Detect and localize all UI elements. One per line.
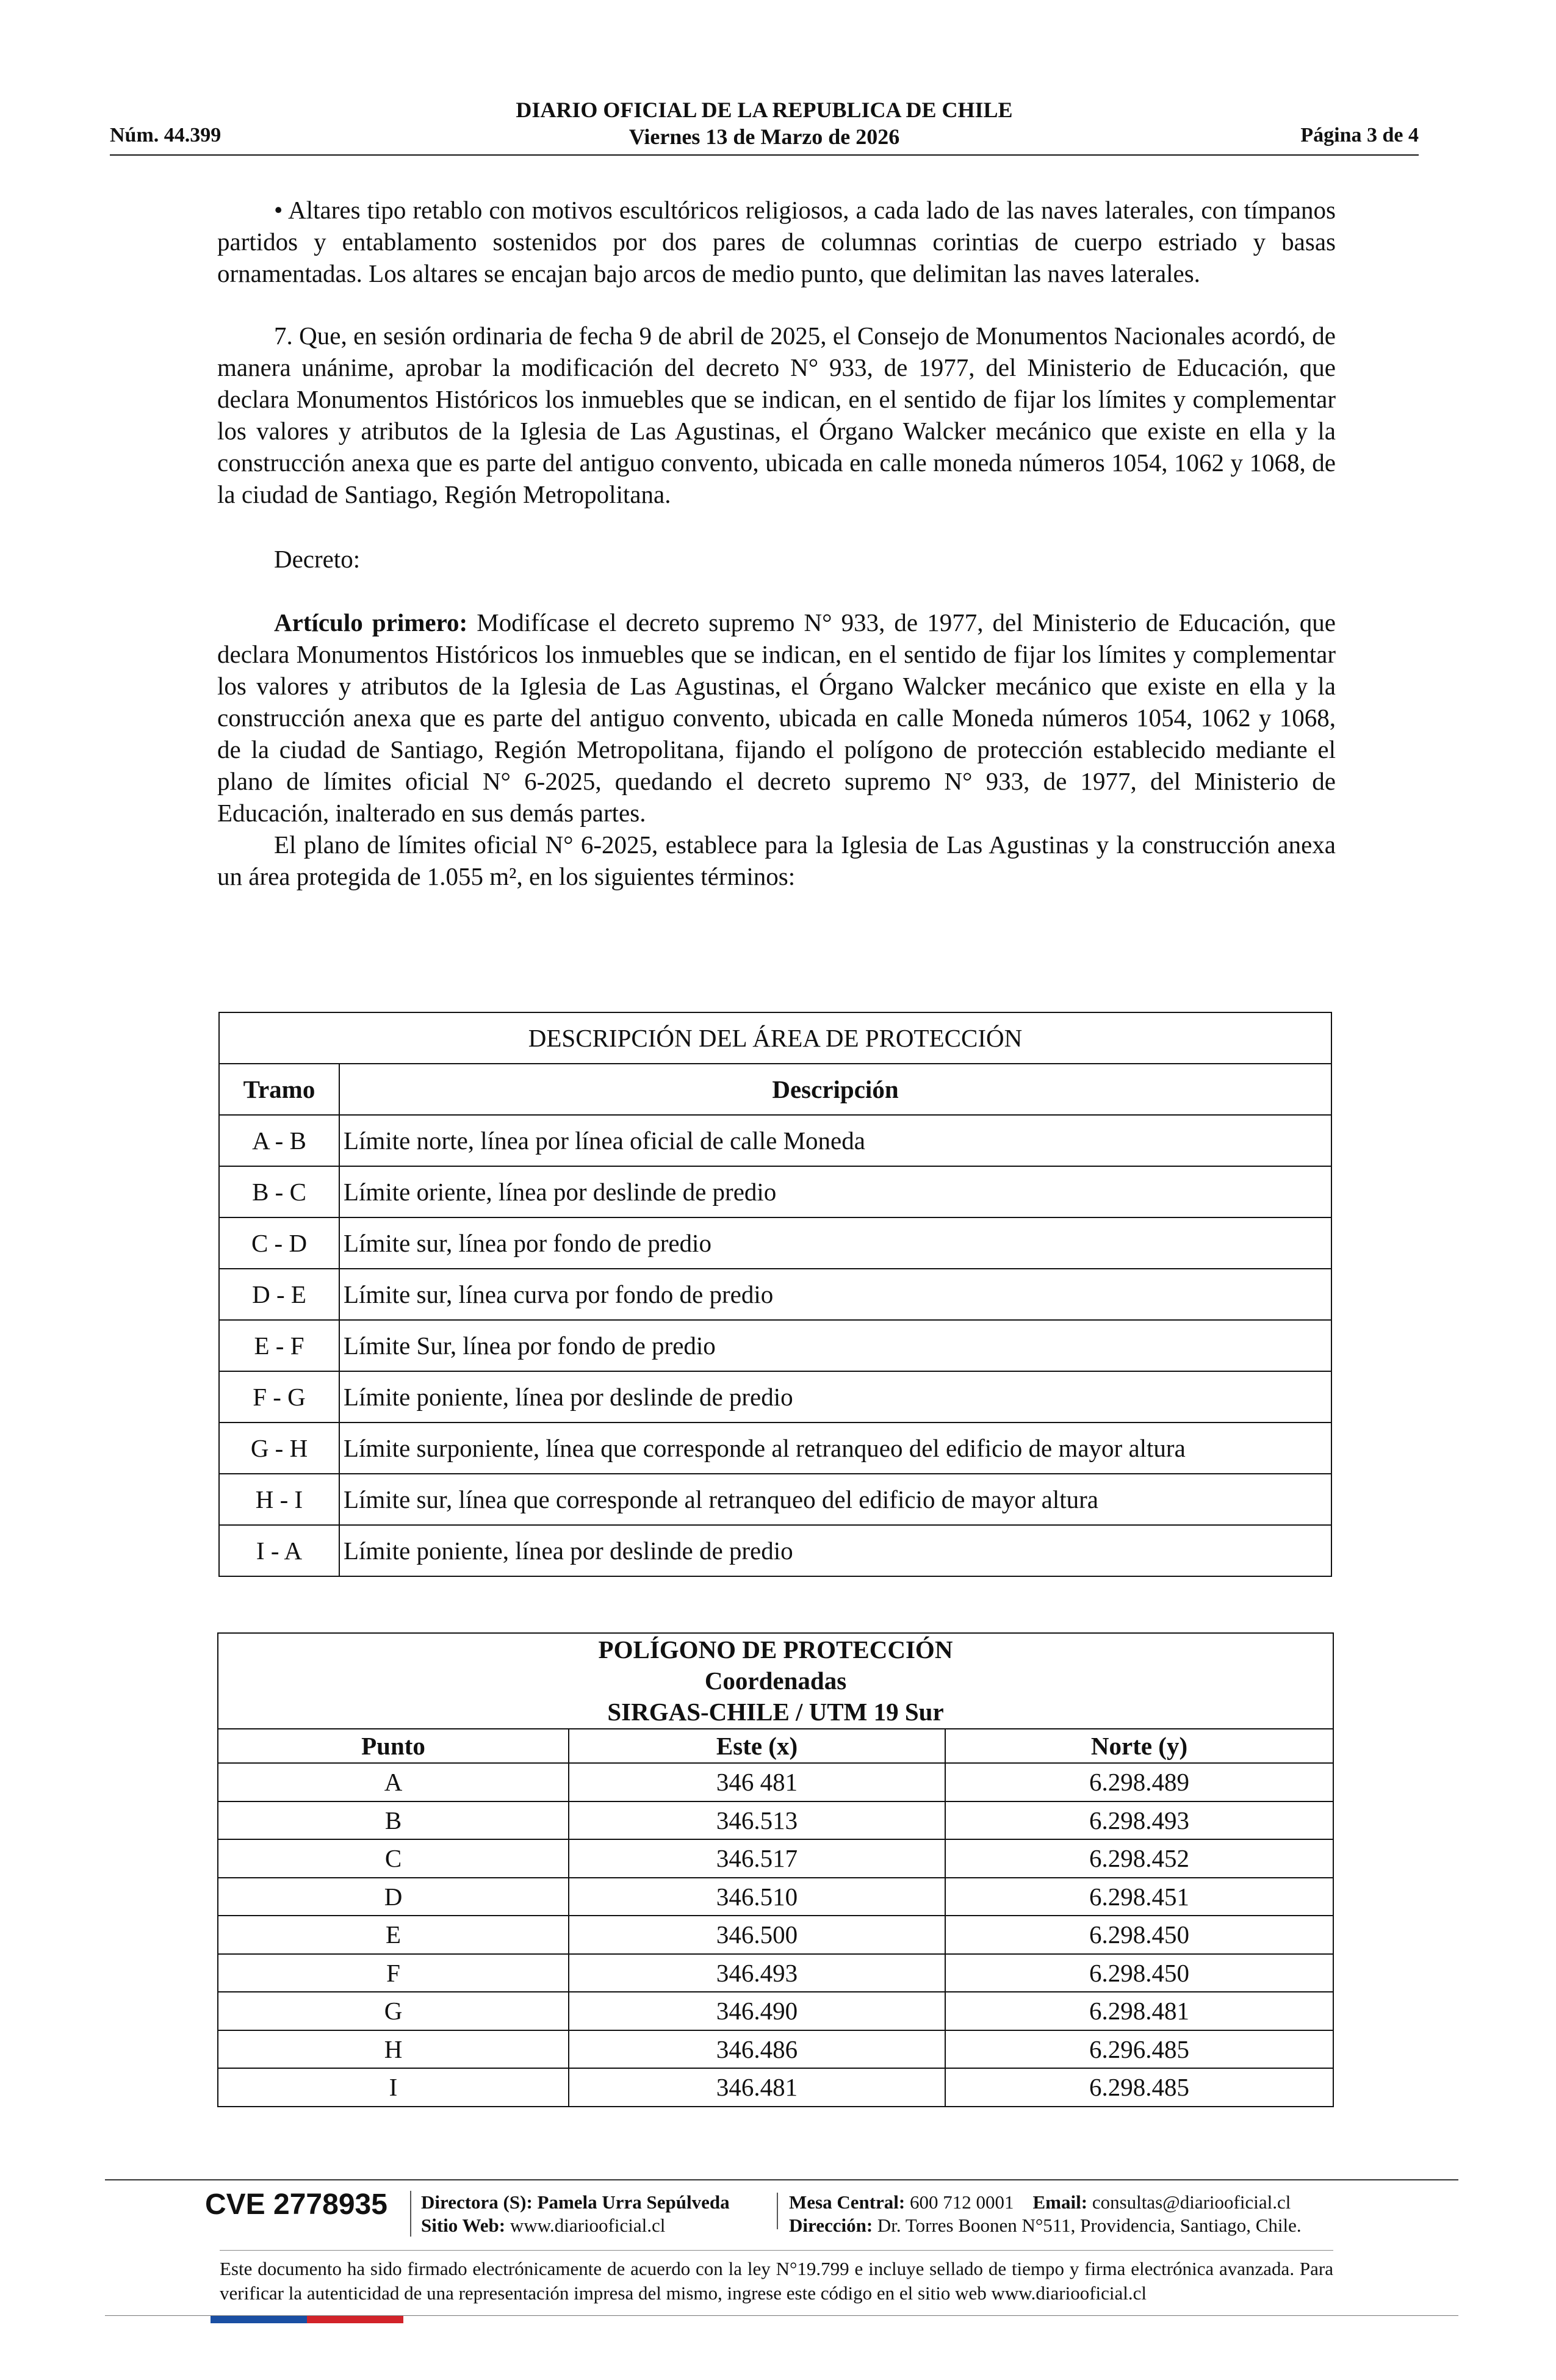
point-cell: H bbox=[218, 2030, 569, 2069]
email-label: Email: bbox=[1032, 2191, 1088, 2213]
directora-name: Pamela Urra Sepúlveda bbox=[537, 2191, 730, 2213]
east-coordinate-cell: 346.513 bbox=[569, 1801, 945, 1840]
table-caption bbox=[218, 1633, 1333, 1729]
point-cell: B bbox=[218, 1801, 569, 1840]
sitio-line bbox=[421, 2214, 730, 2237]
direccion-line bbox=[789, 2214, 1302, 2237]
paragraph-decreto: Decreto: bbox=[274, 545, 361, 573]
description-cell: Límite poniente, línea por deslinde de predio bbox=[339, 1371, 1331, 1423]
protection-area-table bbox=[218, 1012, 1332, 1577]
caption-title: POLÍGONO DE PROTECCIÓN bbox=[598, 1635, 953, 1664]
paragraph-considerando-7: 7. Que, en sesión ordinaria de fecha 9 de abril de 2025, el Consejo de Monumentos Nacionales acordó, de manera unánime, aprobar la modificación del decreto N° 933, de 1977, del Ministerio de Educación, que declara Monumentos Históricos los inmuebles que se indican, en el sentido de fijar los límites y complementar los valores y atributos de la Iglesia de Las Agustinas, el Órgano Walcker mecánico que existe en ella y la construcción anexa que es parte del antiguo convento, ubicada en calle moneda números 1054, 1062 y 1068, de la ciudad de Santiago, Región Metropolitana. bbox=[217, 322, 1336, 508]
footer-separator bbox=[410, 2191, 411, 2237]
tramo-cell: I - A bbox=[219, 1525, 339, 1576]
point-cell: I bbox=[218, 2068, 569, 2107]
tramo-cell: F - G bbox=[219, 1371, 339, 1423]
description-cell: Límite poniente, línea por deslinde de predio bbox=[339, 1525, 1331, 1576]
masthead bbox=[110, 96, 1419, 150]
footer-contact-left bbox=[421, 2191, 730, 2237]
east-coordinate-cell: 346.500 bbox=[569, 1916, 945, 1954]
description-cell: Límite norte, línea por línea oficial de calle Moneda bbox=[339, 1115, 1331, 1166]
tramo-cell: H - I bbox=[219, 1474, 339, 1525]
table-row bbox=[219, 1371, 1331, 1423]
caption-datum: SIRGAS-CHILE / UTM 19 Sur bbox=[607, 1698, 944, 1726]
column-header-tramo: Tramo bbox=[219, 1064, 339, 1115]
east-coordinate-cell: 346 481 bbox=[569, 1763, 945, 1801]
table-row bbox=[218, 1916, 1333, 1954]
table-row bbox=[219, 1474, 1331, 1525]
table-row bbox=[219, 1115, 1331, 1166]
description-cell: Límite surponiente, línea que corresponde al retranqueo del edificio de mayor altura bbox=[339, 1423, 1331, 1474]
page-header bbox=[110, 96, 1419, 156]
column-header-descripcion: Descripción bbox=[339, 1064, 1331, 1115]
mesa-label: Mesa Central: bbox=[789, 2191, 906, 2213]
tramo-cell: A - B bbox=[219, 1115, 339, 1166]
point-cell: C bbox=[218, 1839, 569, 1878]
column-header-norte: Norte (y) bbox=[945, 1729, 1333, 1763]
caption-subtitle: Coordenadas bbox=[704, 1667, 847, 1695]
footer-contact-right bbox=[789, 2191, 1302, 2237]
page-indicator: Página 3 de 4 bbox=[1300, 124, 1419, 146]
paragraph-altares: • Altares tipo retablo con motivos escultóricos religiosos, a cada lado de las naves laterales, con tímpanos partidos y entablamento sostenidos por dos pares de columnas corintias de cuerpo estriado y basas ornamentadas. Los altares se encajan bajo arcos de medio punto, que delimitan las naves laterales. bbox=[217, 196, 1336, 287]
protection-polygon-table bbox=[217, 1632, 1334, 2107]
east-coordinate-cell: 346.486 bbox=[569, 2030, 945, 2069]
table-row bbox=[218, 2068, 1333, 2107]
north-coordinate-cell: 6.298.481 bbox=[945, 1992, 1333, 2030]
article-text: Modifícase el decreto supremo N° 933, de 1977, del Ministerio de Educación, que declara Monumentos Históricos los inmuebles que se indican, en el sentido de fijar los límites y complementar los valores y atributos de la Iglesia de Las Agustinas, el Órgano Walcker mecánico que existe en ella y la construcción anexa que es parte del antiguo convento, ubicada en calle Moneda números 1054, 1062 y 1068, de la ciudad de Santiago, Región Metropolitana, fijando el polígono de protección establecido mediante el plano de límites oficial N° 6-2025, quedando el decreto supremo N° 933, de 1977, del Ministerio de Educación, inalterado en sus demás partes. bbox=[217, 608, 1336, 827]
east-coordinate-cell: 346.493 bbox=[569, 1954, 945, 1992]
issue-date: Viernes 13 de Marzo de 2026 bbox=[629, 124, 900, 149]
east-coordinate-cell: 346.517 bbox=[569, 1839, 945, 1878]
north-coordinate-cell: 6.298.450 bbox=[945, 1954, 1333, 1992]
table-row bbox=[219, 1525, 1331, 1576]
table-row bbox=[219, 1269, 1331, 1320]
cve-code: CVE 2778935 bbox=[205, 2188, 387, 2221]
email-link[interactable]: consultas@diariooficial.cl bbox=[1092, 2191, 1291, 2213]
point-cell: D bbox=[218, 1878, 569, 1916]
north-coordinate-cell: 6.298.450 bbox=[945, 1916, 1333, 1954]
column-header-este: Este (x) bbox=[569, 1729, 945, 1763]
description-cell: Límite oriente, línea por deslinde de predio bbox=[339, 1166, 1331, 1217]
table-row bbox=[218, 1954, 1333, 1992]
description-cell: Límite Sur, línea por fondo de predio bbox=[339, 1320, 1331, 1371]
journal-title: DIARIO OFICIAL DE LA REPUBLICA DE CHILE bbox=[516, 98, 1013, 122]
north-coordinate-cell: 6.296.485 bbox=[945, 2030, 1333, 2069]
table-row bbox=[219, 1320, 1331, 1371]
table-row bbox=[219, 1166, 1331, 1217]
table-row bbox=[218, 2030, 1333, 2069]
north-coordinate-cell: 6.298.489 bbox=[945, 1763, 1333, 1801]
paragraph-articulo-primero bbox=[217, 607, 1336, 829]
description-cell: Límite sur, línea que corresponde al retranqueo del edificio de mayor altura bbox=[339, 1474, 1331, 1525]
table-row bbox=[218, 1992, 1333, 2030]
point-cell: A bbox=[218, 1763, 569, 1801]
footer-divider bbox=[105, 2179, 1458, 2180]
directora-line bbox=[421, 2191, 730, 2214]
table-row bbox=[218, 1878, 1333, 1916]
mesa-line bbox=[789, 2191, 1302, 2214]
tramo-cell: G - H bbox=[219, 1423, 339, 1474]
tramo-cell: C - D bbox=[219, 1217, 339, 1269]
east-coordinate-cell: 346.490 bbox=[569, 1992, 945, 2030]
table-row bbox=[219, 1423, 1331, 1474]
flag-stripe-red bbox=[307, 2316, 403, 2323]
direccion-label: Dirección: bbox=[789, 2215, 873, 2236]
point-cell: G bbox=[218, 1992, 569, 2030]
north-coordinate-cell: 6.298.493 bbox=[945, 1801, 1333, 1840]
east-coordinate-cell: 346.481 bbox=[569, 2068, 945, 2107]
north-coordinate-cell: 6.298.452 bbox=[945, 1839, 1333, 1878]
north-coordinate-cell: 6.298.451 bbox=[945, 1878, 1333, 1916]
document-body bbox=[217, 194, 1336, 892]
tramo-cell: D - E bbox=[219, 1269, 339, 1320]
table-row bbox=[218, 1763, 1333, 1801]
description-cell: Límite sur, línea por fondo de predio bbox=[339, 1217, 1331, 1269]
north-coordinate-cell: 6.298.485 bbox=[945, 2068, 1333, 2107]
signature-note: Este documento ha sido firmado electrónicamente de acuerdo con la ley N°19.799 e incluye sellado de tiempo y firma electrónica avanzada. Para verificar la autenticidad de una representación impresa del mismo, ingrese este código en el sitio web www.diariooficial.cl bbox=[220, 2258, 1333, 2304]
paragraph-plano: El plano de límites oficial N° 6-2025, establece para la Iglesia de Las Agustinas y la construcción anexa un área protegida de 1.055 m², en los siguientes términos: bbox=[217, 831, 1336, 890]
website-link[interactable]: www.diariooficial.cl bbox=[510, 2215, 666, 2236]
address: Dr. Torres Boonen N°511, Providencia, Santiago, Chile. bbox=[877, 2215, 1302, 2236]
east-coordinate-cell: 346.510 bbox=[569, 1878, 945, 1916]
footer-divider bbox=[220, 2250, 1333, 2251]
tramo-cell: B - C bbox=[219, 1166, 339, 1217]
sitio-label: Sitio Web: bbox=[421, 2215, 506, 2236]
point-cell: F bbox=[218, 1954, 569, 1992]
column-header-punto: Punto bbox=[218, 1729, 569, 1763]
table-row bbox=[218, 1839, 1333, 1878]
flag-stripe-blue bbox=[211, 2316, 307, 2323]
article-label: Artículo primero: bbox=[274, 608, 468, 636]
footer-separator bbox=[777, 2193, 778, 2229]
table-row bbox=[219, 1217, 1331, 1269]
tramo-cell: E - F bbox=[219, 1320, 339, 1371]
table-caption: DESCRIPCIÓN DEL ÁREA DE PROTECCIÓN bbox=[219, 1012, 1331, 1064]
directora-label: Directora (S): bbox=[421, 2191, 533, 2213]
description-cell: Límite sur, línea curva por fondo de predio bbox=[339, 1269, 1331, 1320]
point-cell: E bbox=[218, 1916, 569, 1954]
table-row bbox=[218, 1801, 1333, 1840]
phone-number: 600 712 0001 bbox=[910, 2191, 1014, 2213]
issue-number: Núm. 44.399 bbox=[110, 124, 222, 146]
